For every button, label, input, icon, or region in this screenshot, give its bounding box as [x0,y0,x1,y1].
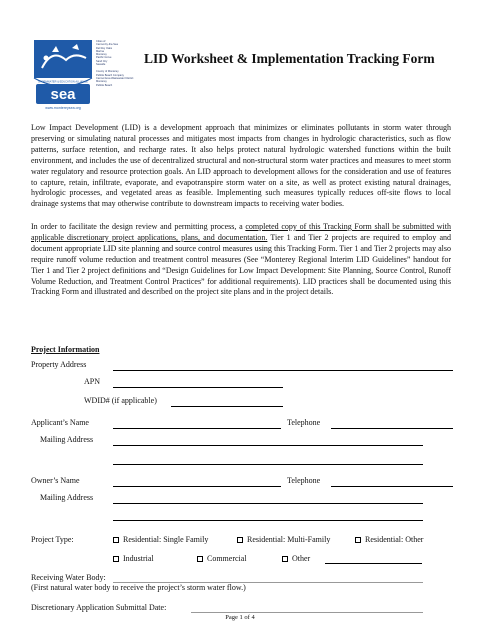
page-title: LID Worksheet & Implementation Tracking Form [144,51,435,66]
owner-name-label: Owner’s Name [31,476,80,485]
option-label: Industrial [123,554,154,563]
checkbox-other[interactable] [282,556,288,562]
logo-member: Monterey [96,80,107,84]
option-residential-single-family[interactable] [113,535,208,544]
project-type-label: Project Type: [31,535,74,544]
owner-mailing-address-field[interactable] [113,503,423,504]
owner-telephone-field[interactable] [331,486,453,487]
applicant-mailing-address-field[interactable] [113,445,423,446]
property-address-label: Property Address [31,360,87,369]
applicant-mailing-address-field-2[interactable] [113,464,423,465]
property-address-field[interactable] [113,370,453,371]
apn-label: APN [84,377,101,386]
logo-member: Sand City [96,59,108,63]
applicant-telephone-field[interactable] [331,428,453,429]
page-footer: Page 1 of 4 [225,614,255,621]
checkbox-residential-single-family[interactable] [113,537,119,543]
receiving-water-label: Receiving Water Body: [31,573,106,582]
sea-logo [32,38,138,110]
applicant-name-field[interactable] [113,428,281,429]
submission-paragraph [31,222,451,298]
logo-member: Pacific Grove [96,56,112,60]
option-label: Other [292,554,311,563]
submission-text-2: Tier 1 and Tier 2 projects are required to employ and document appropriate LID site planning and source control measures using this Tracking Form. Tier 1 and Tier 2 projects may also require runoff volume reduction and treatment control measures (See “Monterey Regional Interim LID Guidelines” handout for Tier 1 and Tier 2 project definitions and “Design Guidelines for Low Impact Development: Site Planning, Source Control, Runoff Volume Reduction, and Treatment Control Practices” for additional requirements). LID practices shall be documented using this Tracking Form and illustrated and described on the project site plans and in the project details. [31,232,451,297]
option-industrial[interactable] [113,554,154,563]
option-label: Commercial [207,554,247,563]
wdid-label: WDID# (if applicable) [84,396,157,405]
owner-name-field[interactable] [113,486,281,487]
applicant-telephone-label: Telephone [287,418,321,427]
logo-website: www.montereysea.org [45,106,81,110]
logo-ring-text: STORMWATER & EDUCATION ALLIANCE [38,80,88,84]
logo-member: Carmel-by-the-Sea [96,43,118,47]
owner-mailing-address-field-2[interactable] [113,520,423,521]
logo-member: County of Monterey [96,70,119,74]
submission-text-1: In order to facilitate the design review and permitting process, a [31,222,246,231]
option-label: Residential: Multi-Family [247,535,331,544]
logo-member: Pebble Beach [96,83,113,87]
option-label: Residential: Other [365,535,424,544]
checkbox-residential-other[interactable] [355,537,361,543]
logo-acronym: sea [50,86,76,103]
owner-mailing-address-label: Mailing Address [40,493,94,502]
logo-member: Pebble Beach Company [96,73,124,77]
option-other[interactable] [282,554,310,563]
option-residential-other[interactable] [355,535,423,544]
checkbox-residential-multi-family[interactable] [237,537,243,543]
sea-logo-graphic [32,38,94,110]
other-type-field[interactable] [325,563,422,564]
logo-members [96,40,140,87]
applicant-name-label: Applicant’s Name [31,418,89,427]
receiving-water-note: (First natural water body to receive the project’s storm water flow.) [31,583,246,592]
intro-paragraph: Low Impact Development (LID) is a development approach that minimizes or eliminates pollutants in storm water through preserving or simulating natural processes and mitigates most impacts from changes in hydrologic characteristics, such as flow patterns, surface retention, and recharge rates. It also helps protect natural hydrologic watershed functions within the built environment, and includes the use of decentralized structural and non-structural storm water practices and measures to meet storm water regulatory and resource protection goals. An LID approach to development allows for the consideration and use of features to capture, retain, infiltrate, evaporate, and evapotranspire storm water on a site, as well as protect existing natural drainages, hydrologic processes, and vegetated areas as feasible. Implementing such measures typically reduces off-site flows to local drainage systems that may otherwise contribute to downstream impacts to receiving water bodies. [31,123,451,209]
checkbox-industrial[interactable] [113,556,119,562]
logo-member: Carmel Area Wastewater District [96,76,134,80]
project-information-heading: Project Information [31,345,100,354]
apn-field[interactable] [113,387,283,388]
logo-member: Del Rey Oaks [96,46,112,50]
wdid-field[interactable] [171,406,283,407]
option-label: Residential: Single Family [123,535,209,544]
logo-member: Seaside [96,63,106,67]
discretionary-date-label: Discretionary Application Submittal Date: [31,603,167,612]
submission-requirement: completed copy of this Tracking Form shall be submitted with applicable discretionary project applications, plans, and documentation. [31,222,451,242]
applicant-mailing-address-label: Mailing Address [40,435,94,444]
option-residential-multi-family[interactable] [237,535,330,544]
owner-telephone-label: Telephone [287,476,321,485]
logo-member: Monterey [96,53,107,57]
logo-member: Cities of [96,40,106,43]
checkbox-commercial[interactable] [197,556,203,562]
discretionary-date-field[interactable] [191,612,423,613]
option-commercial[interactable] [197,554,247,563]
logo-member: Marina [96,49,104,53]
